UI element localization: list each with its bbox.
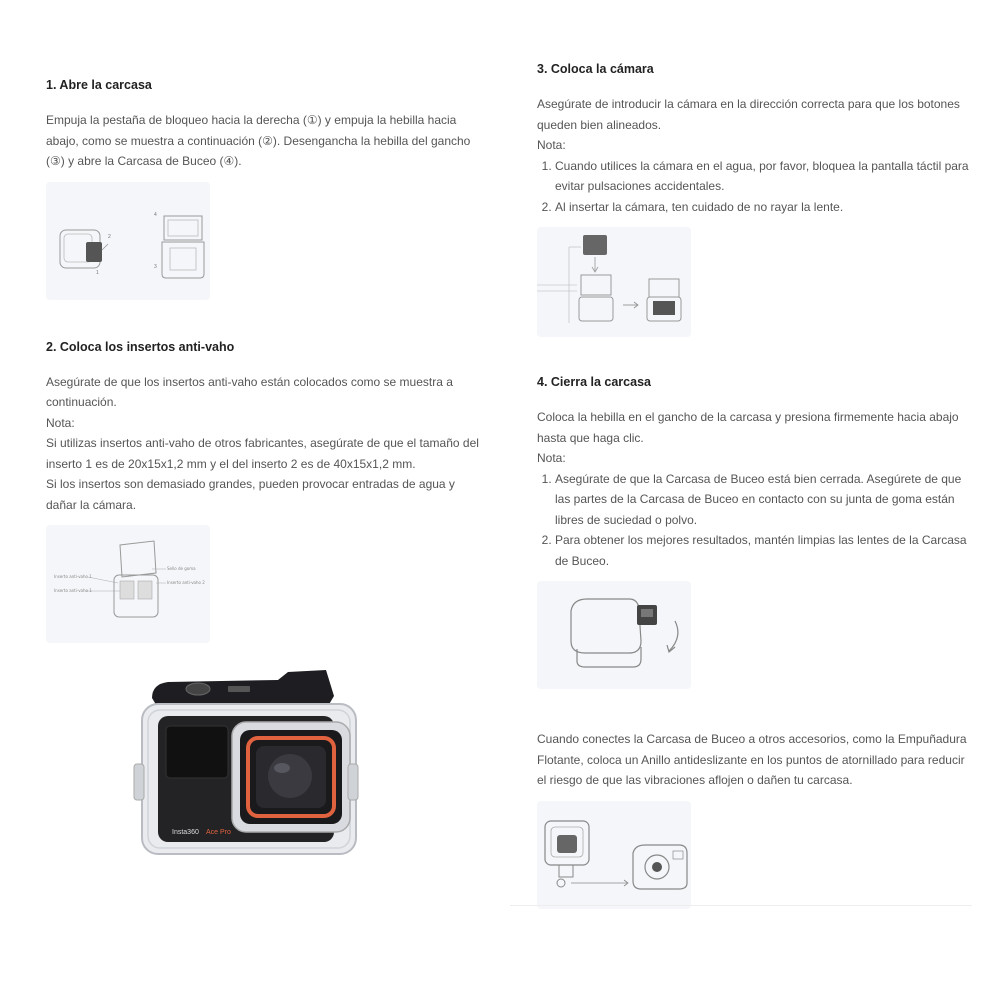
- step-4-notes-list: [537, 469, 977, 572]
- step-4-figure: [537, 581, 691, 689]
- step-3-body: Asegúrate de introducir la cámara en la dirección correcta para que los botones queden bien alineados.: [537, 97, 960, 132]
- label-insert-1a: Inserto anti-vaho 1: [54, 574, 92, 579]
- dive-case-image: [128, 664, 364, 858]
- svg-text:3: 3: [154, 263, 157, 270]
- step-1-open-housing: [46, 78, 486, 300]
- label-insert-2: Inserto anti-vaho 2: [167, 580, 205, 585]
- step-2-note-1: Si utilizas insertos anti-vaho de otros fabricantes, asegúrate de que el tamaño del inserto 1 es de 20x15x1,2 mm y el del inserto 2 es de 40x15x1,2 mm.: [46, 436, 479, 471]
- step-1-title: 1. Abre la carcasa: [46, 78, 152, 92]
- product-model-text: Ace Pro: [206, 829, 231, 836]
- step-3-figure: [537, 227, 691, 337]
- close-housing-illustration: [537, 581, 691, 689]
- accessory-figure: [537, 801, 691, 909]
- svg-text:2: 2: [108, 233, 111, 240]
- step-3-note-item: 1. Cuando utilices la cámara en el agua, por favor, bloquea la pantalla táctil para evitar pulsaciones accidentales.: [555, 156, 977, 197]
- step-1-body: Empuja la pestaña de bloqueo hacia la derecha (①) y empuja la hebilla hacia abajo, como se muestra a continuación (②). Desengancha la hebilla del gancho (③) y abre la Carcasa de Buceo (④).: [46, 113, 471, 168]
- step-4-close-housing: [537, 375, 977, 689]
- accessory-note-body: Cuando conectes la Carcasa de Buceo a otros accesorios, como la Empuñadura Flotante, coloca un Anillo antideslizante en los puntos de atornillado para reducir el riesgo de que las vibraciones aflojen o dañen tu carcasa.: [537, 732, 967, 787]
- step-2-figure: [46, 525, 210, 643]
- step-4-body: Coloca la hebilla en el gancho de la carcasa y presiona firmemente hacia abajo hasta que haga clic.: [537, 410, 959, 445]
- step-2-body: Asegúrate de que los insertos anti-vaho están colocados como se muestra a continuación.: [46, 374, 453, 409]
- svg-text:4: 4: [154, 211, 157, 218]
- svg-text:1: 1: [96, 269, 99, 276]
- step-3-notes-list: [537, 156, 977, 218]
- step-2-anti-fog-inserts: [46, 340, 486, 644]
- step-4-note-item: 2. Para obtener los mejores resultados, mantén limpias las lentes de la Carcasa de Buceo.: [555, 530, 977, 571]
- step-4-note-label: Nota:: [537, 451, 566, 465]
- step-4-title: 4. Cierra la carcasa: [537, 375, 651, 389]
- step-3-note-label: Nota:: [537, 138, 566, 152]
- step-1-figure: [46, 182, 210, 300]
- dive-case-product-photo: [128, 664, 364, 858]
- open-housing-illustration: [46, 182, 210, 300]
- accessory-note-section: [537, 729, 977, 909]
- label-rubber-seal: Sello de goma: [167, 566, 196, 571]
- step-2-note-label: Nota:: [46, 415, 75, 430]
- step-3-insert-camera: [537, 62, 977, 337]
- accessory-illustration: [537, 801, 691, 909]
- step-2-title: 2. Coloca los insertos anti-vaho: [46, 339, 235, 354]
- step-4-note-item: 1. Asegúrate de que la Carcasa de Buceo está bien cerrada. Asegúrete de que las partes de la Carcasa de Buceo en contacto con su junta de goma están libres de suciedad o polvo.: [555, 469, 977, 531]
- left-column: [46, 78, 486, 643]
- label-insert-1b: Inserto anti-vaho 1: [54, 588, 92, 593]
- bottom-divider: [510, 905, 972, 906]
- step-2-note-2: Si los insertos son demasiado grandes, pueden provocar entradas de agua y dañar la cámara.: [46, 477, 455, 512]
- step-3-title: 3. Coloca la cámara: [537, 62, 654, 76]
- right-column: [537, 62, 977, 909]
- step-3-note-item: 2. Al insertar la cámara, ten cuidado de no rayar la lente.: [555, 197, 977, 218]
- product-brand-text: Insta360: [172, 829, 199, 836]
- insert-camera-illustration: [537, 227, 691, 337]
